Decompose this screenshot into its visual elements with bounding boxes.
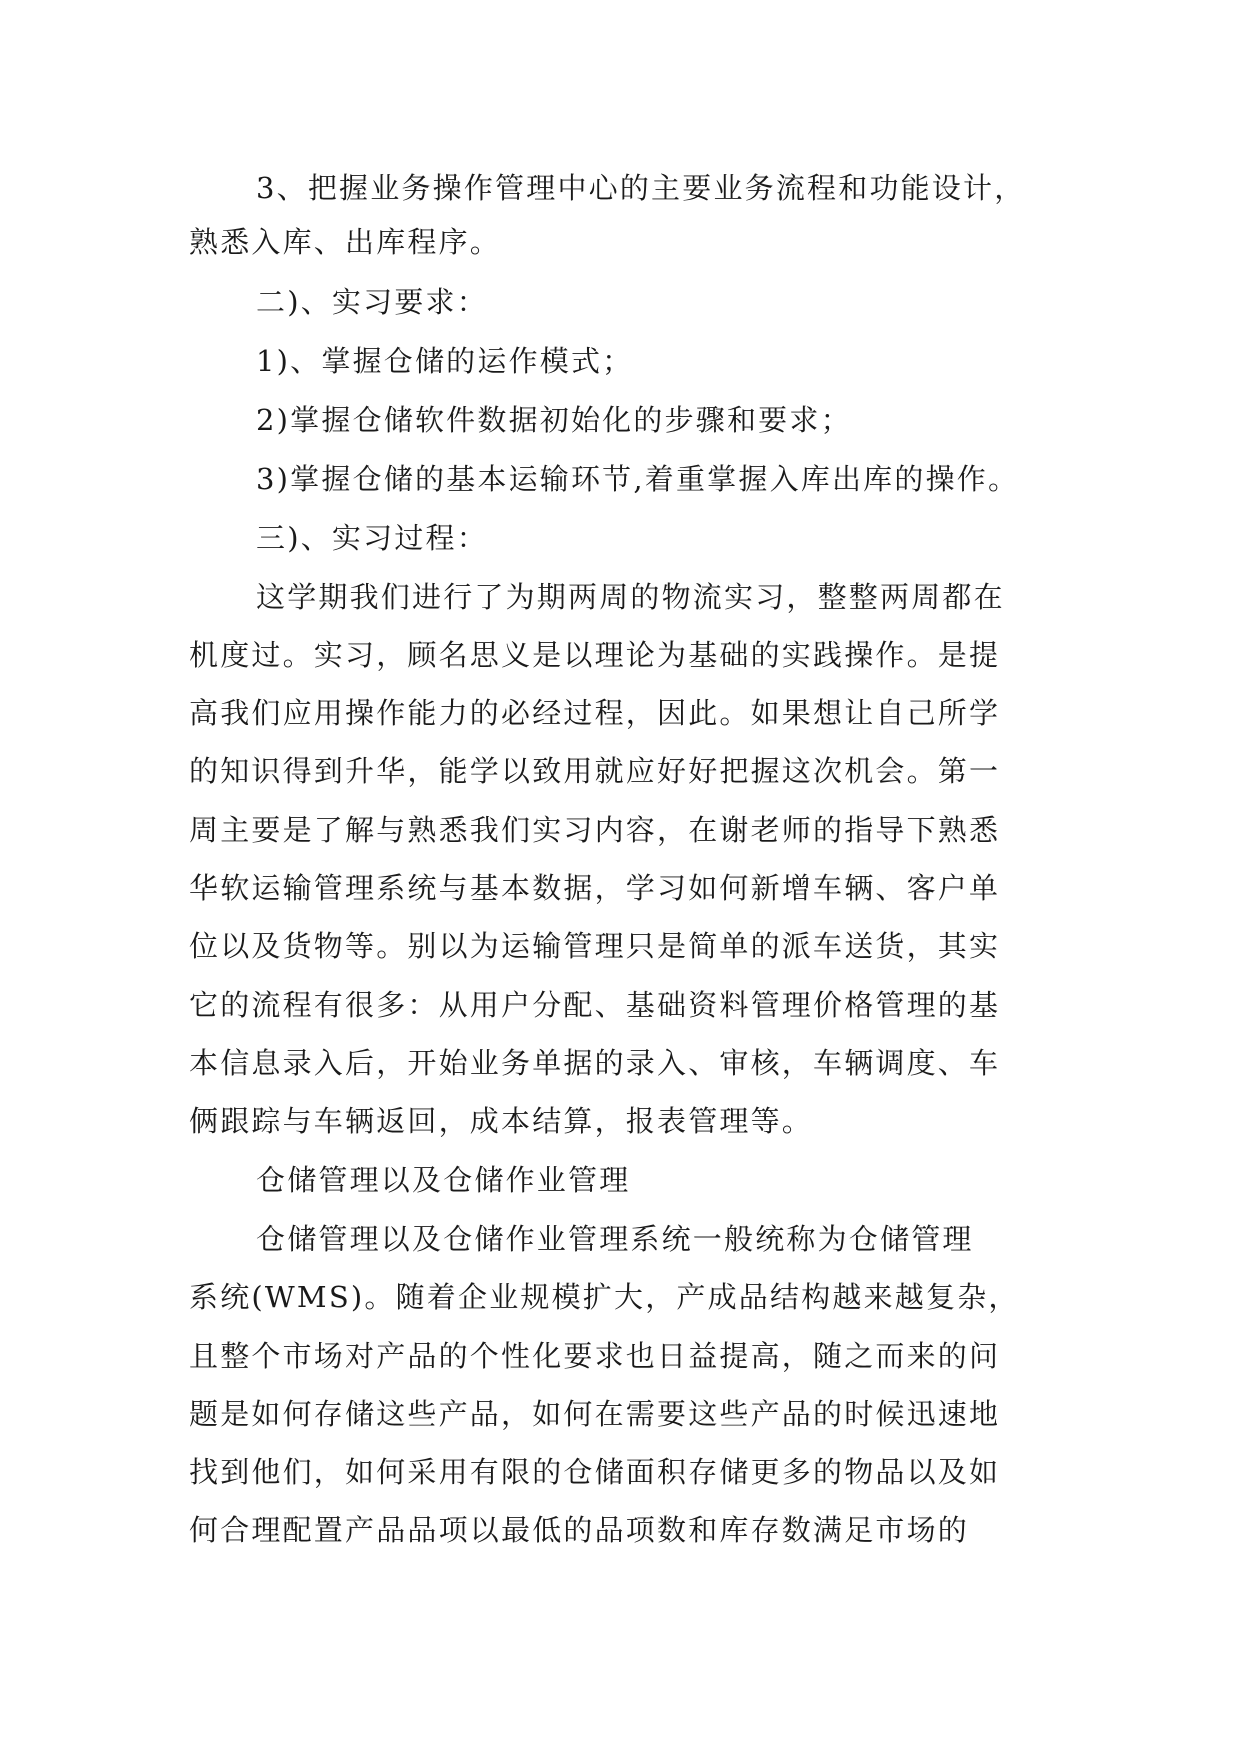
text-line: 本信息录入后，开始业务单据的录入、审核，车辆调度、车 <box>189 1046 1001 1080</box>
text-line: 它的流程有很多：从用户分配、基础资料管理价格管理的基 <box>189 988 1001 1022</box>
section-heading: 仓储管理以及仓储作业管理 <box>256 1163 631 1197</box>
text-line: 且整个市场对产品的个性化要求也日益提高，随之而来的问 <box>189 1339 1001 1373</box>
text-line: 找到他们，如何采用有限的仓储面积存储更多的物品以及如 <box>189 1455 1001 1489</box>
text-line: 熟悉入库、出库程序。 <box>189 225 502 259</box>
text-line: 高我们应用操作能力的必经过程，因此。如果想让自己所学 <box>189 696 1001 730</box>
section-heading: 三)、实习过程： <box>256 521 488 555</box>
list-item: 3)掌握仓储的基本运输环节,着重掌握入库出库的操作。 <box>256 462 1020 496</box>
text-line: 何合理配置产品品项以最低的品项数和库存数满足市场的 <box>189 1513 970 1547</box>
text-line: 周主要是了解与熟悉我们实习内容，在谢老师的指导下熟悉 <box>189 813 1001 847</box>
text-line: 系统(WMS)。随着企业规模扩大，产成品结构越来越复杂， <box>189 1280 1020 1314</box>
text-line: 题是如何存储这些产品，如何在需要这些产品的时候迅速地 <box>189 1397 1001 1431</box>
text-line: 机度过。实习，顾名思义是以理论为基础的实践操作。是提 <box>189 638 1001 672</box>
text-line: 俩跟踪与车辆返回，成本结算，报表管理等。 <box>189 1104 814 1138</box>
list-item: 2)掌握仓储软件数据初始化的步骤和要求； <box>256 403 852 437</box>
text-line: 这学期我们进行了为期两周的物流实习，整整两周都在 <box>256 580 1005 614</box>
section-heading: 二)、实习要求： <box>256 285 488 319</box>
text-line: 3、把握业务操作管理中心的主要业务流程和功能设计， <box>256 171 1026 205</box>
text-line: 的知识得到升华，能学以致用就应好好把握这次机会。第一 <box>189 754 1001 788</box>
list-item: 1)、掌握仓储的运作模式； <box>256 344 634 378</box>
text-line: 仓储管理以及仓储作业管理系统一般统称为仓储管理 <box>256 1222 974 1256</box>
text-line: 位以及货物等。别以为运输管理只是简单的派车送货，其实 <box>189 929 1001 963</box>
text-line: 华软运输管理系统与基本数据，学习如何新增车辆、客户单 <box>189 871 1001 905</box>
